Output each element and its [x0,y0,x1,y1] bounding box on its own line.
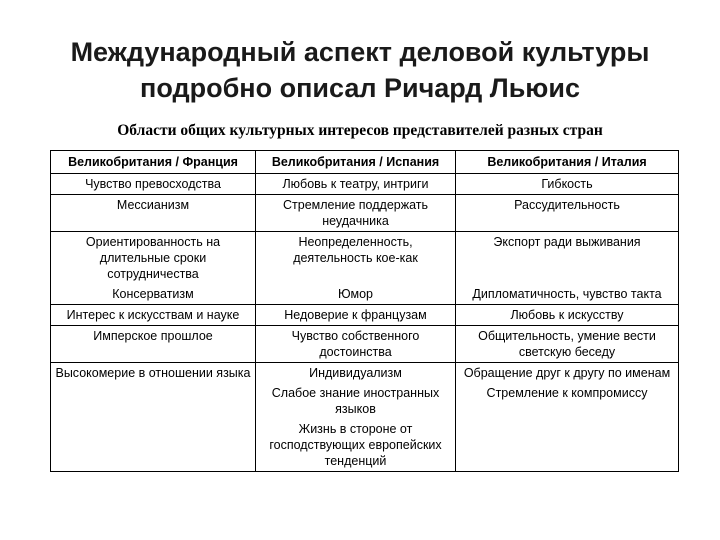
table-cell: Стремление к компромиссу [456,383,679,419]
table-cell [456,419,679,472]
culture-comparison-table [50,150,679,472]
table-cell: Высокомерие в отношении языка [51,363,256,384]
slide-title-line-1: Международный аспект деловой культуры [70,37,650,67]
table-cell: Чувство собственного достоинства [256,326,456,363]
table-cell: Слабое знание иностранных языков [256,383,456,419]
table-cell: Консерватизм [51,284,256,305]
table-cell: Чувство превосходства [51,174,256,195]
table-cell: Недоверие к французам [256,305,456,326]
header-uk-italy: Великобритания / Италия [456,151,679,174]
table-cell [51,419,256,472]
table-row [51,383,679,419]
slide-title-line-2: подробно описал Ричард Льюис [140,73,580,103]
table-cell: Неопределенность, деятельность кое-как [256,232,456,285]
table-header-row [51,151,679,174]
table-cell [51,383,256,419]
table-row [51,305,679,326]
slide-title [0,34,720,106]
table-cell: Гибкость [456,174,679,195]
table-cell: Общительность, умение вести светскую беседу [456,326,679,363]
table-row [51,232,679,285]
table-cell: Юмор [256,284,456,305]
table-cell: Обращение друг к другу по именам [456,363,679,384]
table-cell: Жизнь в стороне от господствующих европейских тенденций [256,419,456,472]
table-row [51,195,679,232]
table-row [51,284,679,305]
table-cell: Мессианизм [51,195,256,232]
header-uk-spain: Великобритания / Испания [256,151,456,174]
table-cell: Имперское прошлое [51,326,256,363]
table-cell: Рассудительность [456,195,679,232]
table-row [51,174,679,195]
table-row [51,326,679,363]
table-cell: Любовь к искусству [456,305,679,326]
table-cell: Дипломатичность, чувство такта [456,284,679,305]
table-cell: Интерес к искусствам и науке [51,305,256,326]
table-cell: Экспорт ради выживания [456,232,679,285]
table-cell: Ориентированность на длительные сроки сотрудничества [51,232,256,285]
table-caption: Области общих культурных интересов представителей разных стран [117,122,603,139]
table-cell: Стремление поддержать неудачника [256,195,456,232]
header-uk-france: Великобритания / Франция [51,151,256,174]
table-row [51,419,679,472]
table-cell: Любовь к театру, интриги [256,174,456,195]
table-row [51,363,679,384]
table-cell: Индивидуализм [256,363,456,384]
